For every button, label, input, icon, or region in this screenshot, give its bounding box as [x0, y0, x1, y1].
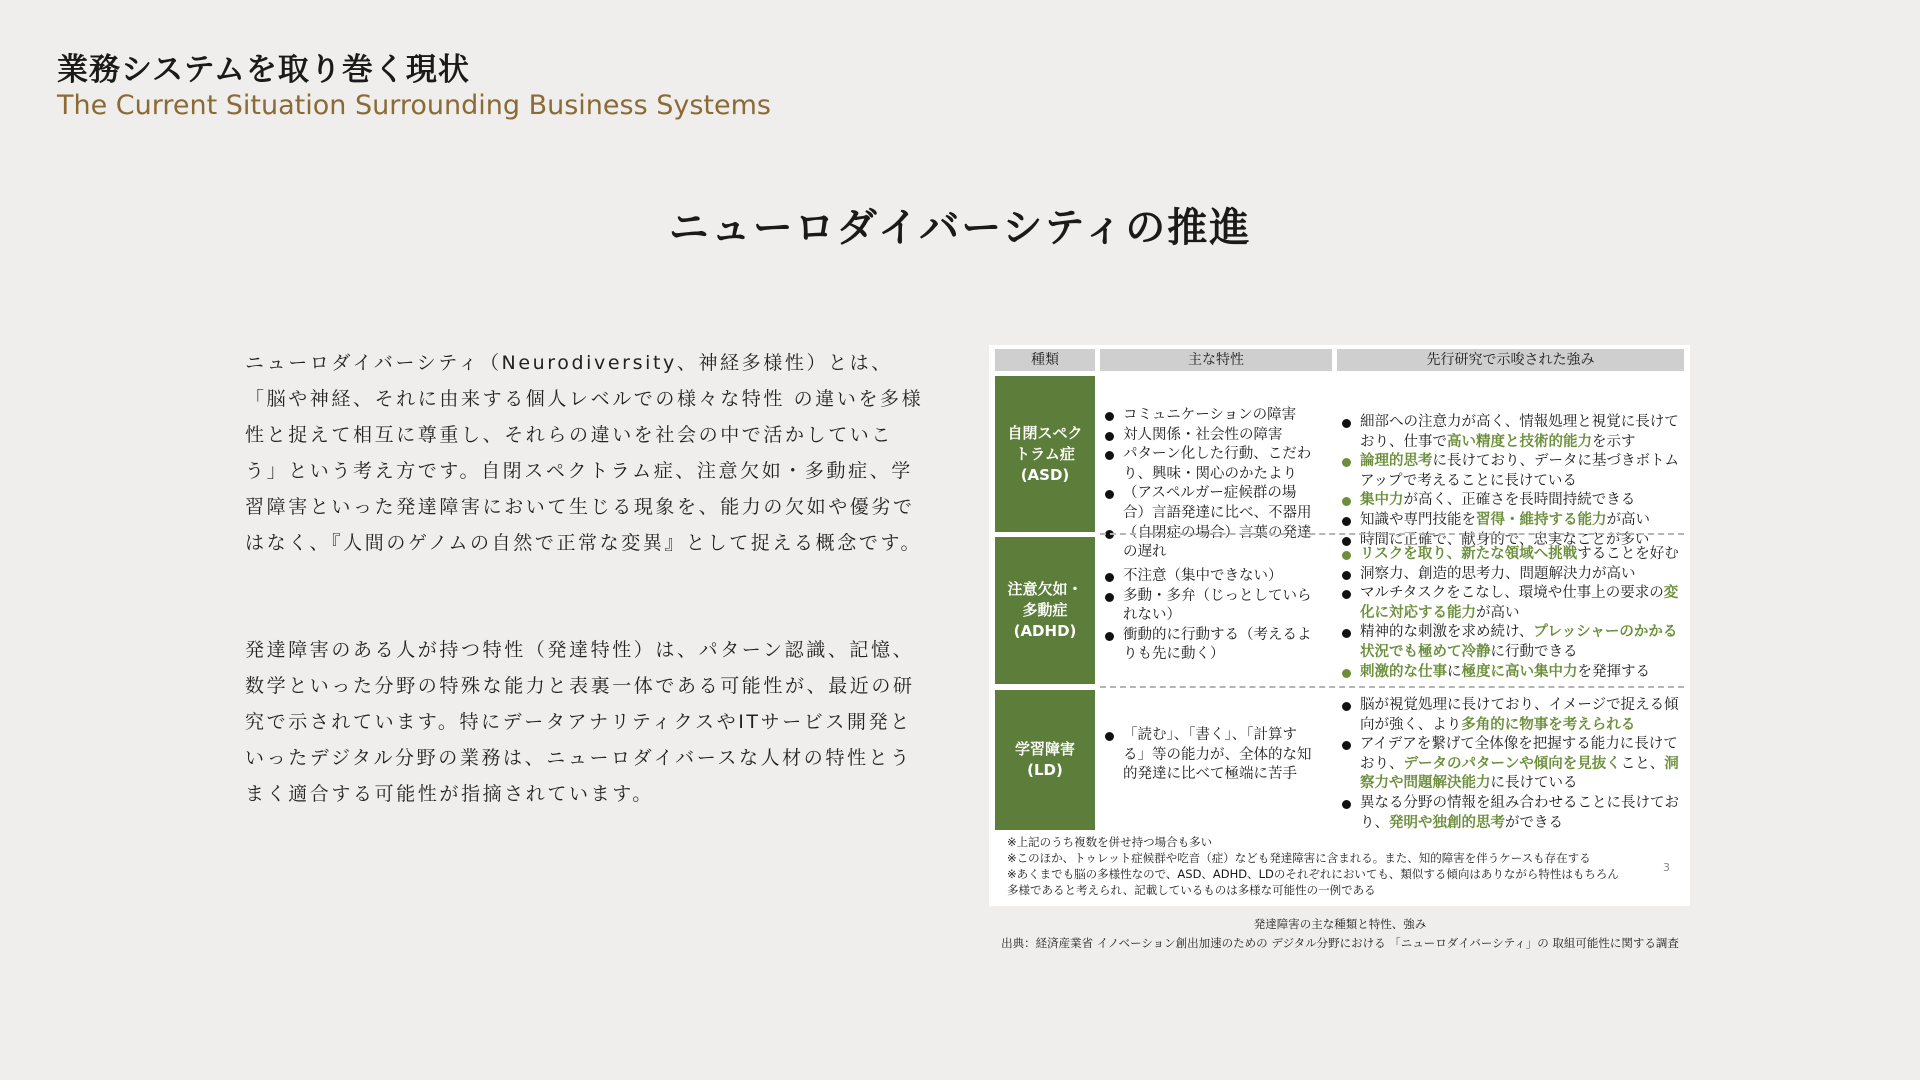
bullet-icon	[1342, 741, 1351, 750]
table-notes	[1007, 834, 1627, 898]
note: ※あくまでも脳の多様性なので、ASD、ADHD、LDのそれぞれにおいても、類似する傾向はありながら特性はもちろん多様であると考えられ、記載しているものは多様な可能性の一例である	[1007, 867, 1619, 897]
bullet-icon	[1105, 432, 1114, 441]
highlighted-text: 極度に高い集中力	[1461, 663, 1578, 680]
highlighted-text: リスクを取り、新たな領域へ挑戦	[1360, 546, 1578, 562]
strengths-list	[1340, 545, 1680, 682]
list-item	[1103, 445, 1318, 484]
text-segment: 「読む」、「書く」、「計算する」等の能力が、全体的な知的発達に比べて極端に苦手	[1123, 727, 1312, 783]
highlighted-text: 刺激的な仕事	[1360, 663, 1447, 680]
source-citation: 出典：経済産業省 イノベーション創出加速のための デジタル分野における 「ニューロダイバーシティ」の 取組可能性に関する調査	[1001, 936, 1679, 950]
list-item	[1340, 623, 1680, 662]
text-segment: 細部への注意力が高く、情報処理と視覚に長けており、仕事で	[1360, 414, 1679, 450]
list-item	[1340, 663, 1680, 683]
characteristics-table	[989, 345, 1690, 906]
bullet-icon	[1342, 702, 1351, 711]
column-header-type: 種類	[995, 349, 1095, 371]
text-segment: 不注意（集中できない）	[1123, 568, 1283, 584]
list-item	[1340, 735, 1680, 794]
highlighted-text: 多角的に物事を考えられる	[1461, 716, 1636, 733]
bullet-icon	[1105, 490, 1114, 499]
highlighted-text: 発明や独創的思考	[1389, 814, 1505, 831]
section-title: 業務システムを取り巻く現状	[57, 52, 470, 88]
page-number: 3	[1663, 861, 1670, 874]
text-segment: が高い	[1606, 511, 1650, 528]
body-paragraph-1: ニューロダイバーシティ（Neurodiversity、神経多様性）とは、「脳や神経、それに由来する個人レベルでの様々な特性 の違いを多様性と捉えて相互に尊重し、それらの違いを社会の中で活かしていこう」という考え方です。自閉スペクトラム症、注意欠如・多動症、学習障害といった発達障害において生じる現象を、能力の欠如や優劣ではなく、『人間のゲノムの自然で正常な変異』として捉える概念です。	[245, 352, 924, 554]
text-segment: に行動できる	[1490, 643, 1578, 660]
text-segment: （アスペルガー症候群の場合）言語発達に比べ、不器用	[1123, 485, 1312, 521]
list-item	[1340, 413, 1680, 452]
highlighted-text: 論理的思考	[1360, 453, 1433, 470]
text-segment: が高い	[1476, 604, 1520, 621]
text-segment: マルチタスクをこなし、環境や仕事上の要求の	[1360, 585, 1664, 602]
list-item	[1103, 484, 1318, 523]
list-item	[1103, 726, 1318, 785]
bullet-icon	[1342, 551, 1351, 560]
list-item	[1103, 567, 1318, 587]
bullet-icon	[1342, 458, 1351, 467]
category-cell: 注意欠如・ 多動症 (ADHD)	[995, 537, 1095, 684]
traits-list	[1103, 406, 1318, 563]
page-heading: ニューロダイバーシティの推進	[668, 205, 1252, 251]
list-item	[1340, 452, 1680, 491]
body-paragraph-2: 発達障害のある人が持つ特性（発達特性）は、パターン認識、記憶、数学といった分野の特殊な能力と表裏一体である可能性が、最近の研究で示されています。特にデータアナリティクスやITサービス開発といったデジタル分野の業務は、ニューロダイバースな人材の特性とうまく適合する可能性が指摘されています。	[245, 639, 915, 805]
text-segment: を発揮する	[1577, 663, 1650, 680]
text-segment: コミュニケーションの障害	[1123, 407, 1297, 423]
list-item	[1340, 584, 1680, 623]
list-item	[1103, 524, 1318, 563]
list-item	[1103, 587, 1318, 626]
text-segment: 多動・多弁（じっとしていられない）	[1123, 587, 1312, 624]
note: ※上記のうち複数を併せ持つ場合も多い	[1007, 835, 1213, 849]
text-segment: することを好む	[1577, 546, 1679, 562]
text-segment: こと、	[1620, 755, 1665, 772]
bullet-icon	[1105, 451, 1114, 460]
list-item	[1340, 696, 1680, 735]
row-divider	[1100, 533, 1684, 535]
bullet-icon	[1342, 419, 1351, 428]
bullet-icon	[1105, 632, 1114, 641]
list-item	[1103, 426, 1318, 446]
text-segment: に長けている	[1490, 775, 1578, 792]
highlighted-text: 習得・維持する能力	[1476, 511, 1607, 528]
list-item	[1340, 545, 1680, 565]
bullet-icon	[1342, 517, 1351, 526]
text-segment: 精神的な刺激を求め続け、	[1360, 624, 1534, 641]
bullet-icon	[1105, 412, 1114, 421]
text-segment: が高く、正確さを長時間持続できる	[1403, 492, 1636, 509]
row-divider	[1100, 686, 1684, 688]
highlighted-text: 変化に対応する能力	[1360, 585, 1679, 621]
text-segment: アイデアを繋げて全体像を把握する能力に長けており、	[1360, 736, 1678, 772]
list-item	[1340, 565, 1680, 585]
category-cell: 自閉スペク トラム症 (ASD)	[995, 376, 1095, 532]
bullet-icon	[1342, 590, 1351, 599]
highlighted-text: データのパターンや傾向を見抜く	[1403, 755, 1621, 772]
list-item	[1340, 511, 1680, 531]
list-item	[1340, 491, 1680, 511]
text-segment: に長けており、データに基づきボトムアップで考えることに長けている	[1360, 453, 1679, 489]
table-caption: 発達障害の主な種類と特性、強み	[1253, 917, 1427, 931]
traits-list	[1103, 567, 1318, 665]
bullet-icon	[1105, 573, 1114, 582]
text-segment: 洞察力、創造的思考力、問題解決力が高い	[1360, 565, 1636, 582]
list-item	[1103, 626, 1318, 665]
section-subtitle: The Current Situation Surrounding Business Systems	[57, 90, 771, 121]
column-header-traits: 主な特性	[1100, 349, 1332, 371]
text-segment: パターン化した行動、こだわり、興味・関心のかたより	[1123, 446, 1312, 482]
note: ※このほか、トゥレット症候群や吃音（症）なども発達障害に含まれる。また、知的障害を伴うケースも存在する	[1007, 851, 1591, 865]
text-segment: を示す	[1592, 433, 1636, 450]
list-item	[1340, 794, 1680, 833]
text-segment: 時間に正確で、献身的で、忠実なことが多い	[1360, 531, 1650, 548]
bullet-icon	[1105, 593, 1114, 602]
list-item	[1103, 406, 1318, 426]
bullet-icon	[1342, 629, 1351, 638]
bullet-icon	[1342, 497, 1351, 506]
bullet-icon	[1342, 669, 1351, 678]
bullet-icon	[1105, 732, 1114, 741]
strengths-list	[1340, 696, 1680, 833]
text-segment: （自閉症の場合）言葉の発達の遅れ	[1123, 524, 1312, 561]
strengths-list	[1340, 413, 1680, 550]
text-segment: 対人関係・社会性の障害	[1123, 426, 1283, 443]
bullet-icon	[1342, 800, 1351, 809]
category-cell: 学習障害 (LD)	[995, 690, 1095, 830]
highlighted-text: 集中力	[1360, 492, 1404, 509]
text-segment: 脳が視覚処理に長けており、イメージで捉える傾向が強く、より	[1360, 697, 1679, 733]
highlighted-text: プレッシャーのかかる状況でも極めて冷静	[1360, 624, 1678, 660]
highlighted-text: 高い精度と技術的能力	[1447, 433, 1592, 450]
text-segment: に	[1447, 663, 1462, 680]
text-segment: 異なる分野の情報を組み合わせることに長けており、	[1360, 794, 1679, 831]
highlighted-text: 洞察力や問題解決能力	[1360, 755, 1679, 792]
text-segment: ができる	[1505, 814, 1563, 831]
traits-list	[1103, 726, 1318, 785]
text-segment: 知識や専門技能を	[1360, 511, 1476, 528]
bullet-icon	[1342, 571, 1351, 580]
text-segment: 衝動的に行動する（考えるよりも先に動く）	[1123, 626, 1312, 663]
column-header-strengths: 先行研究で示唆された強み	[1337, 349, 1684, 371]
